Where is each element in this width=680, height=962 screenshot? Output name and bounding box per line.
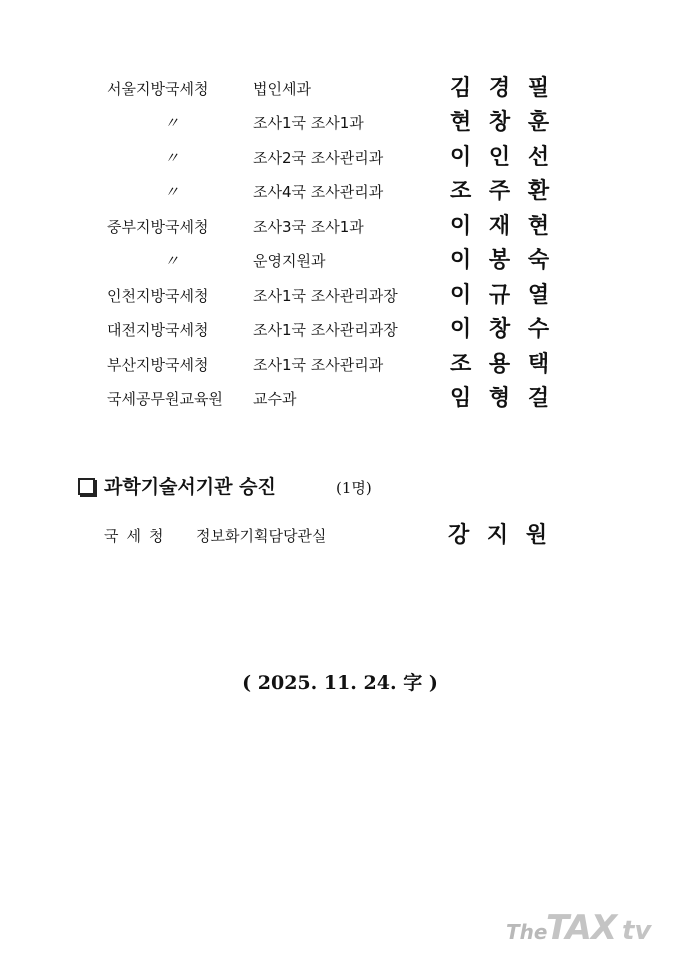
person-name: 강 지 원 [448, 523, 553, 548]
department: 조사2국 조사관리과 [253, 149, 384, 167]
office-name: 대전지방국세청 [107, 321, 209, 339]
promotion-row [0, 515, 680, 549]
person-name: 조 주 환 [450, 179, 555, 204]
ditto-mark: 〃 [164, 114, 180, 132]
appointment-row [0, 171, 680, 205]
appointment-row [0, 275, 680, 309]
person-name: 이 규 열 [450, 283, 555, 308]
department: 조사1국 조사관리과장 [253, 287, 398, 305]
person-name: 김 경 필 [450, 76, 555, 101]
department: 교수과 [253, 390, 297, 408]
department: 정보화기획담당관실 [196, 527, 327, 545]
office-name: 부산지방국세청 [107, 356, 209, 374]
office-name: 국세청 [104, 527, 172, 545]
person-name: 이 창 수 [450, 317, 555, 342]
appointment-row [0, 240, 680, 274]
person-name: 이 인 선 [450, 145, 555, 170]
section-count: (1명) [336, 479, 372, 497]
section-heading [78, 470, 578, 500]
department: 조사1국 조사1과 [253, 114, 364, 132]
office-name: 중부지방국세청 [107, 218, 209, 236]
department: 조사4국 조사관리과 [253, 183, 384, 201]
person-name: 조 용 택 [450, 352, 555, 377]
department: 운영지원과 [253, 252, 326, 270]
ditto-mark: 〃 [164, 149, 180, 167]
appointment-row [0, 206, 680, 240]
office-name: 인천지방국세청 [107, 287, 209, 305]
appointment-row [0, 344, 680, 378]
thetaxtv-watermark-logo [506, 908, 676, 948]
person-name: 현 창 훈 [450, 110, 555, 135]
logo-tax: TAX [546, 908, 617, 948]
person-name: 임 형 걸 [450, 386, 555, 411]
ditto-mark: 〃 [164, 252, 180, 270]
effective-date-text: ( 2025. 11. 24. 字 ) [242, 672, 438, 694]
appointment-row [0, 378, 680, 412]
department: 조사1국 조사관리과장 [253, 321, 398, 339]
logo-the: The [506, 920, 548, 944]
department: 조사3국 조사1과 [253, 218, 364, 236]
appointment-row [0, 137, 680, 171]
section-title: 과학기술서기관 승진 [104, 476, 276, 498]
office-name: 국세공무원교육원 [107, 390, 223, 408]
person-name: 이 봉 숙 [450, 248, 555, 273]
person-name: 이 재 현 [450, 214, 555, 239]
logo-tv: tv [622, 916, 652, 946]
effective-date [0, 668, 680, 695]
appointment-row [0, 68, 680, 102]
appointment-row [0, 309, 680, 343]
square-bullet-icon [78, 478, 95, 495]
ditto-mark: 〃 [164, 183, 180, 201]
department: 법인세과 [253, 80, 311, 98]
office-name: 서울지방국세청 [107, 80, 209, 98]
appointment-row [0, 102, 680, 136]
department: 조사1국 조사관리과 [253, 356, 384, 374]
